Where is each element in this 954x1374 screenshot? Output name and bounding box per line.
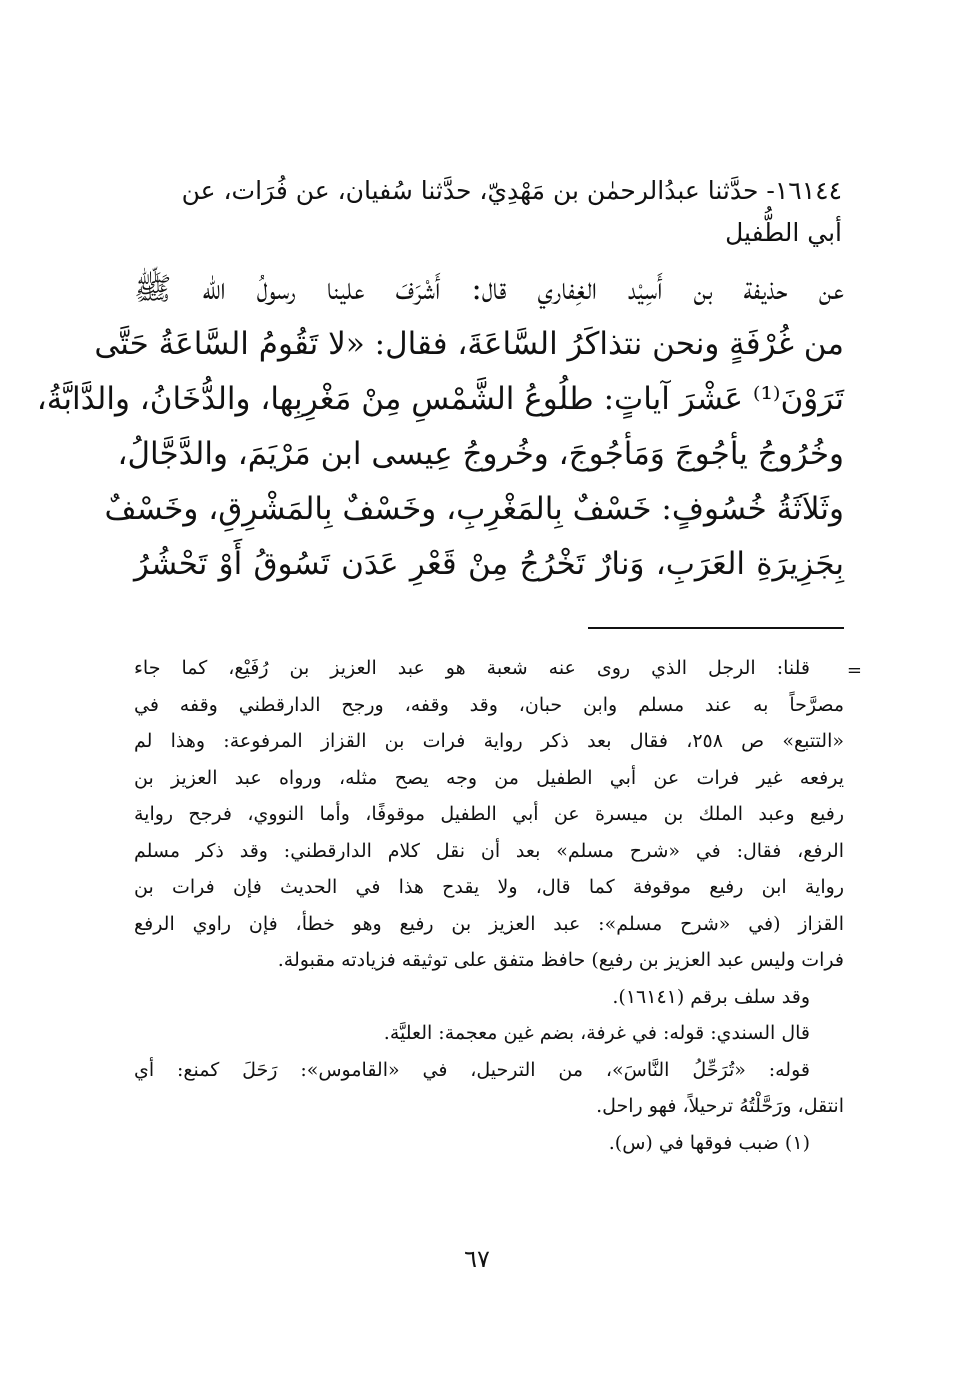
hadith-text-line: وخُرُوجُ يأجُوجَ وَمَأجُوجَ، وخُروجُ عِيسى ابن مَرْيَمَ، والدَّجَّالُ،: [117, 436, 844, 472]
footnote-line: فرات وليس عبد العزيز بن رفيع) حافظ متفق على توثيقه فزيادته مقبولة.: [277, 949, 844, 971]
hadith-text-line: عن حذيفة بن أَسِيْد الغِفاري قال: أَشْرَفَ علينا رسولُ الله ﷺ: [134, 271, 844, 307]
footnote-line: رواية ابن رفيع موقوفة كما قال، ولا يقدح هذا في الحديث فإن فرات بن: [134, 876, 844, 898]
hadith-text-line: من غُرْفَةٍ ونحن نتذاكَرُ السَّاعَةَ، فقال: «لا تَقُومُ السَّاعَةُ حَتَّى: [94, 326, 844, 362]
earlier-reference: وقد سلف برقم (١٦١٤١).: [612, 985, 810, 1008]
page-number: ٦٧: [464, 1245, 490, 1273]
footnote-line: يرفعه غير فرات عن أبي الطفيل من وجه يصح مثله، ورواه عبد العزيز بن: [134, 766, 844, 789]
footnote-line: «التتبع» ص ٢٥٨، فقال بعد ذكر رواية فرات بن القزاز المرفوعة: وهذا لم: [134, 730, 844, 752]
footnote-divider: [588, 627, 844, 629]
hadith-text-line: بِجَزِيرَةِ العَرَبِ، وَنارٌ تَخْرُجُ مِنْ قَعْرِ عَدَن تَسُوقُ أَوْ تَحْشُرُ: [134, 546, 844, 582]
hadith-chain-line-1: ١٦١٤٤- حدَّثنا عبدُالرحمٰن بن مَهْدِيّ، حدَّثنا سُفيان، عن فُرَات، عن: [181, 176, 842, 205]
footnote-line: القزاز (في «شرح مسلم»: عبد العزيز بن رفيع وهو خطأ، فإن راوي الرفع: [134, 912, 844, 935]
footnote-line: مصرَّحاً به عند مسلم وابن حبان، وقد وقفه، ورجح الدارقطني وقفه في: [134, 693, 844, 716]
footnote-1: (١) ضبب فوقها في (س).: [608, 1131, 810, 1154]
footnotes-section: [134, 650, 844, 1161]
footnote-line: رفيع وعبد الملك بن ميسرة عن أبي الطفيل موقوفًا، وأما النووي، فرجح رواية: [134, 803, 844, 825]
continuation-mark: =: [846, 660, 862, 681]
hadith-chain-line-2: أبي الطُّفيل: [725, 218, 842, 247]
footnote-line: الرفع، فقال: في «شرح مسلم» بعد أن نقل كلام الدارقطني: وقد ذكر مسلم: [134, 839, 844, 862]
tarhal-note-line-1: قوله: «تُرَحِّلُ النَّاسَ»، من الترحيل، في «القاموس»: رَحَلَ كمنع: أي: [134, 1058, 810, 1081]
hadith-text-line: تَرَوْنَ⁽¹⁾ عَشْرَ آياتٍ: طلُوعُ الشَّمْسِ مِنْ مَغْرِبِها، والدُّخَانُ، والدَّابَّةُ،: [36, 381, 844, 417]
hadith-heading: [136, 170, 842, 254]
tarhal-note-line-2: انتقل، ورَحَّلْتُهُ ترحيلاً، فهو راحل.: [596, 1095, 844, 1117]
footnote-line: قلنا: الرجل الذي روى عنه شعبة هو عبد العزيز بن رُفَيْع، كما جاء: [134, 657, 810, 679]
sindi-note: قال السندي: قوله: في غرفة، بضم غين معجمة: العليَّة.: [383, 1022, 810, 1044]
hadith-text-line: وثَلاَثَةُ خُسُوفٍ: خَسْفٌ بِالمَغْرِبِ، وخَسْفٌ بِالمَشْرِقِ، وخَسْفٌ: [104, 491, 844, 527]
hadith-text: [36, 262, 844, 592]
